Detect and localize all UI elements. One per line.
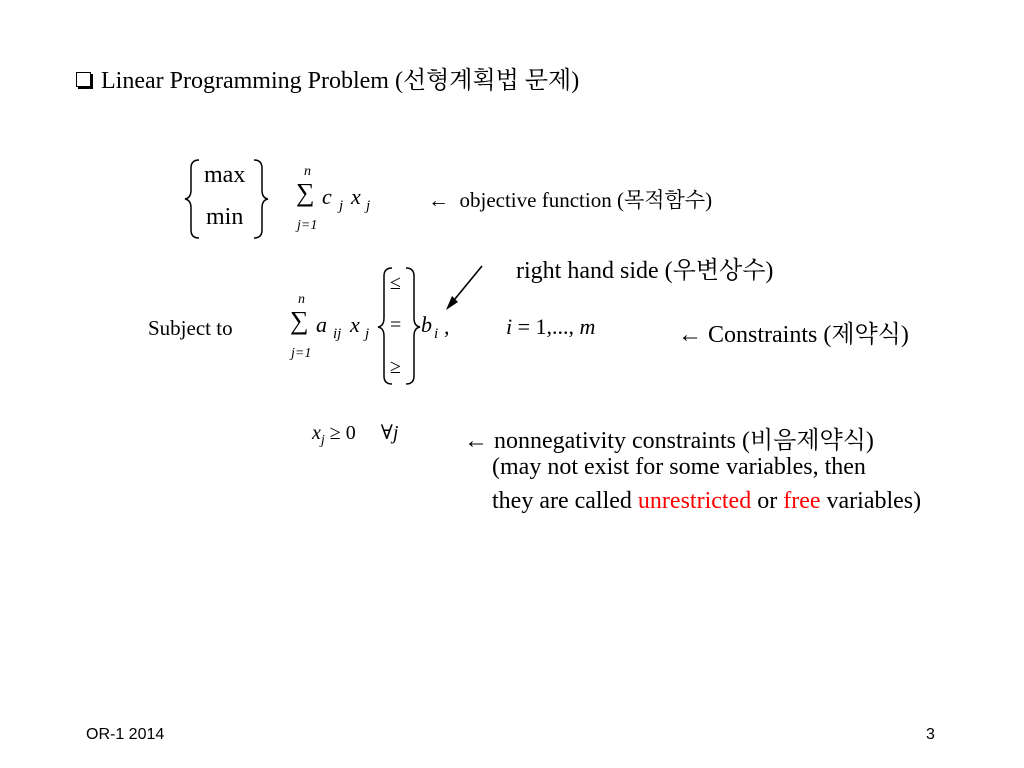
left-arrow-icon: ← [678,322,702,348]
forall-icon: ∀ [380,422,393,444]
left-arrow-icon: ← [464,428,488,454]
constraint-coef: a [316,312,327,337]
constraint-var: x [350,312,360,337]
constraint-rhs-sub: i [434,326,439,342]
constraint-rhs: b [421,312,432,337]
constraint-coef-sub: ij [333,326,342,342]
opt-max: max [204,162,246,188]
relation-eq: = [390,314,402,336]
objective-sum-upper: n [304,164,311,179]
rhs-note: right hand side (우변상수) [516,258,774,284]
nonneg-note: ← nonnegativity constraints (비음제약식) [464,428,874,454]
objective-var: x [351,184,361,209]
unrestricted-highlight: unrestricted [637,488,752,514]
opt-min: min [206,204,244,230]
objective-sum-symbol: ∑ [296,178,315,207]
constraints-note: ← Constraints (제약식) [678,322,909,348]
footer-course: OR-1 2014 [86,726,165,743]
objective-var-sub: j [366,198,371,214]
nonneg-note-line1: (may not exist for some variables, then [492,454,866,480]
subject-to-label: Subject to [148,316,233,340]
objective-coef: c [322,184,332,209]
relation-le: ≤ [390,272,401,294]
footer-page-number: 3 [926,726,935,743]
nonneg-note-line2: they are called unrestricted or free variables) [492,488,922,514]
left-brace-icon [185,160,199,238]
right-brace-icon [254,160,268,238]
objective-coef-sub: j [339,198,344,214]
relation-right-brace-icon [406,268,420,384]
title-close: ) [571,68,580,94]
free-highlight: free [783,488,821,514]
objective-note: ← objective function (목적함수) [428,188,713,212]
constraint-sum-lower: j=1 [291,346,312,361]
title-korean: 선형계획법 문제 [402,68,572,94]
relation-ge: ≥ [390,356,401,378]
nonneg-expression: $x_j \ge 0$ ∀j [312,422,399,448]
title-text: Linear Programming Problem ( [101,68,403,94]
constraint-sum-upper: n [298,292,305,307]
constraint-sum-symbol: ∑ [290,306,309,335]
left-arrow-icon: ← [428,188,449,212]
constraint-comma: , [444,314,450,339]
constraint-index: i = 1,..., m [506,314,596,339]
constraint-var-sub: j [365,326,370,342]
objective-sum-lower: j=1 [297,218,318,233]
